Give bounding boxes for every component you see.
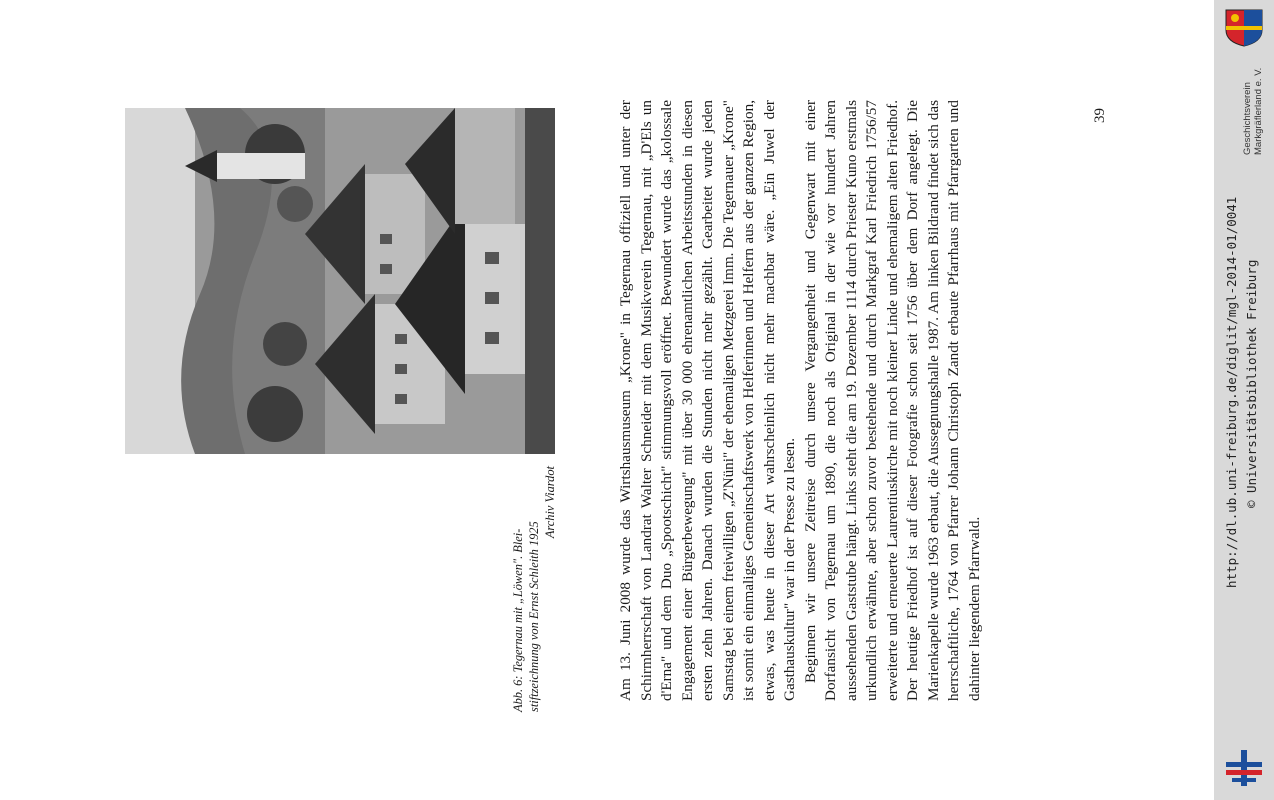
village-drawing-image <box>125 108 555 454</box>
figure-caption <box>510 462 558 712</box>
sidebar-rotated-text <box>1214 0 1274 800</box>
copyright-notice: © Universitätsbibliothek Freiburg <box>1244 259 1259 508</box>
village-drawing-svg <box>125 108 555 454</box>
page-number: 39 <box>1092 108 1108 123</box>
article-body <box>616 100 985 701</box>
paragraph-1: Am 13. Juni 2008 wurde das Wirtshausmuseum „Krone" in Tegernau offiziell und unter der Schirmherrschaft von Landrat Walter Schneider mit dem Musikverein Tegernau, mit „D'Els un d'Erna" und dem Duo „Spootschicht" stimmungsvoll eröffnet. Bewundert wurde das „kolossale Engagement einer Bürgerbewegung" mit über 30 000 ehrenamtlichen Arbeitsstunden in diesen ersten zehn Jahren. Danach wurden die Stunden nicht mehr gezählt. Gearbeitet wurde jeden Samstag bei einem freiwilligen „Z'Nüni" der ehemaligen Metzgerei Imm. Die Tegernauer „Krone" ist somit ein einmaliges Gemeinschaftswerk von Helferinnen und Helfern aus der ganzen Region, etwas, was heute in dieser Art wahrscheinlich nicht mehr machbar wäre. „Ein Juwel der Gasthauskultur" war in der Presse zu lesen. <box>617 100 798 701</box>
caption-line-1: Abb. 6: Tegernau mit „Löwen". Blei- <box>511 528 525 712</box>
society-name <box>1242 68 1264 155</box>
society-line-1: Geschichtsverein <box>1242 82 1253 155</box>
paragraph-2: Beginnen wir unsere Zeitreise durch unsere Vergangenheit und Gegenwart mit einer Dorfansicht von Tegernau um 1890, die noch als Original in der wie vor hundert Jahren aussehenden Gaststube hängt. Links steht die am 19. Dezember 1114 durch Priester Kuno erstmals urkundlich erwähnte, aber schon zuvor bestehende und durch Markgraf Karl Friedrich 1756/57 erweiterte und erneuerte Laurentiuskirche mit noch kleiner Linde und ehemaligem alten Friedhof. Der heutige Friedhof ist auf dieser Fotografie schon seit 1756 über dem Dorf angelegt. Die Marienkapelle wurde 1963 erbaut, die Aussegnungshalle 1987. Am linken Bildrand findet sich das herrschaftliche, 1764 von Pfarrer Johann Christoph Zandt erbaute Pfarrhaus mit Pfarrgarten und dahinter liegendem Pfarrwald. <box>801 100 983 701</box>
caption-line-3: Archiv Viardot <box>543 466 557 539</box>
caption-line-2: stiftzeichnung von Ernst Schleith 1925 <box>527 521 541 712</box>
permalink-url[interactable]: http://dl.ub.uni-freiburg.de/diglit/mgl-2014-01/0041 <box>1224 196 1239 588</box>
society-line-2: Markgräflerland e. V. <box>1253 67 1264 155</box>
viewer-sidebar <box>1214 0 1274 800</box>
library-logo-icon <box>1224 748 1264 788</box>
